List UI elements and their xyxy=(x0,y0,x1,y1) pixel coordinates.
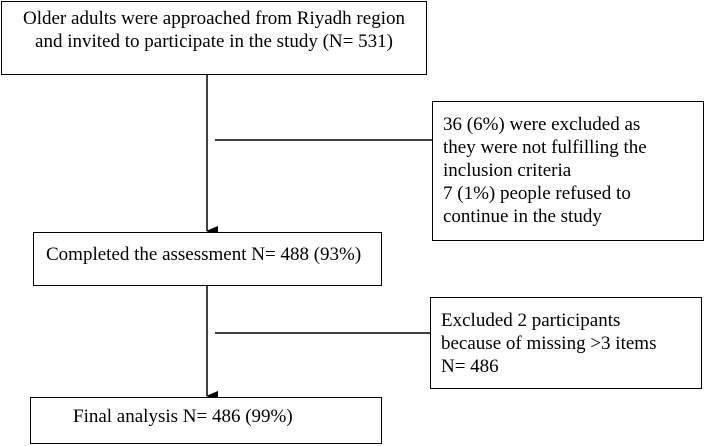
excluded-first-line: 36 (6%) were excluded as xyxy=(443,114,641,135)
excluded-first-line: continue in the study xyxy=(443,206,602,227)
excluded-first-line: inclusion criteria xyxy=(443,160,572,181)
excluded-first-line: they were not fulfilling the xyxy=(443,137,647,158)
completed-box xyxy=(33,232,382,286)
excluded-second-box xyxy=(430,297,702,389)
excluded-first-line: 7 (1%) people refused to xyxy=(443,183,631,204)
excluded-second-line: N= 486 xyxy=(441,356,499,377)
excluded-second-line: because of missing >3 items xyxy=(441,333,657,354)
completed-line: Completed the assessment N= 488 (93%) xyxy=(46,244,362,265)
excluded-first-box xyxy=(432,101,704,241)
final-analysis-line: Final analysis N= 486 (99%) xyxy=(73,406,293,427)
recruited-box xyxy=(1,1,427,75)
recruited-line: Older adults were approached from Riyadh region xyxy=(23,8,405,29)
final-analysis-box xyxy=(30,397,382,444)
excluded-second-line: Excluded 2 participants xyxy=(441,310,621,331)
recruited-line: and invited to participate in the study (N= 531) xyxy=(35,31,393,52)
